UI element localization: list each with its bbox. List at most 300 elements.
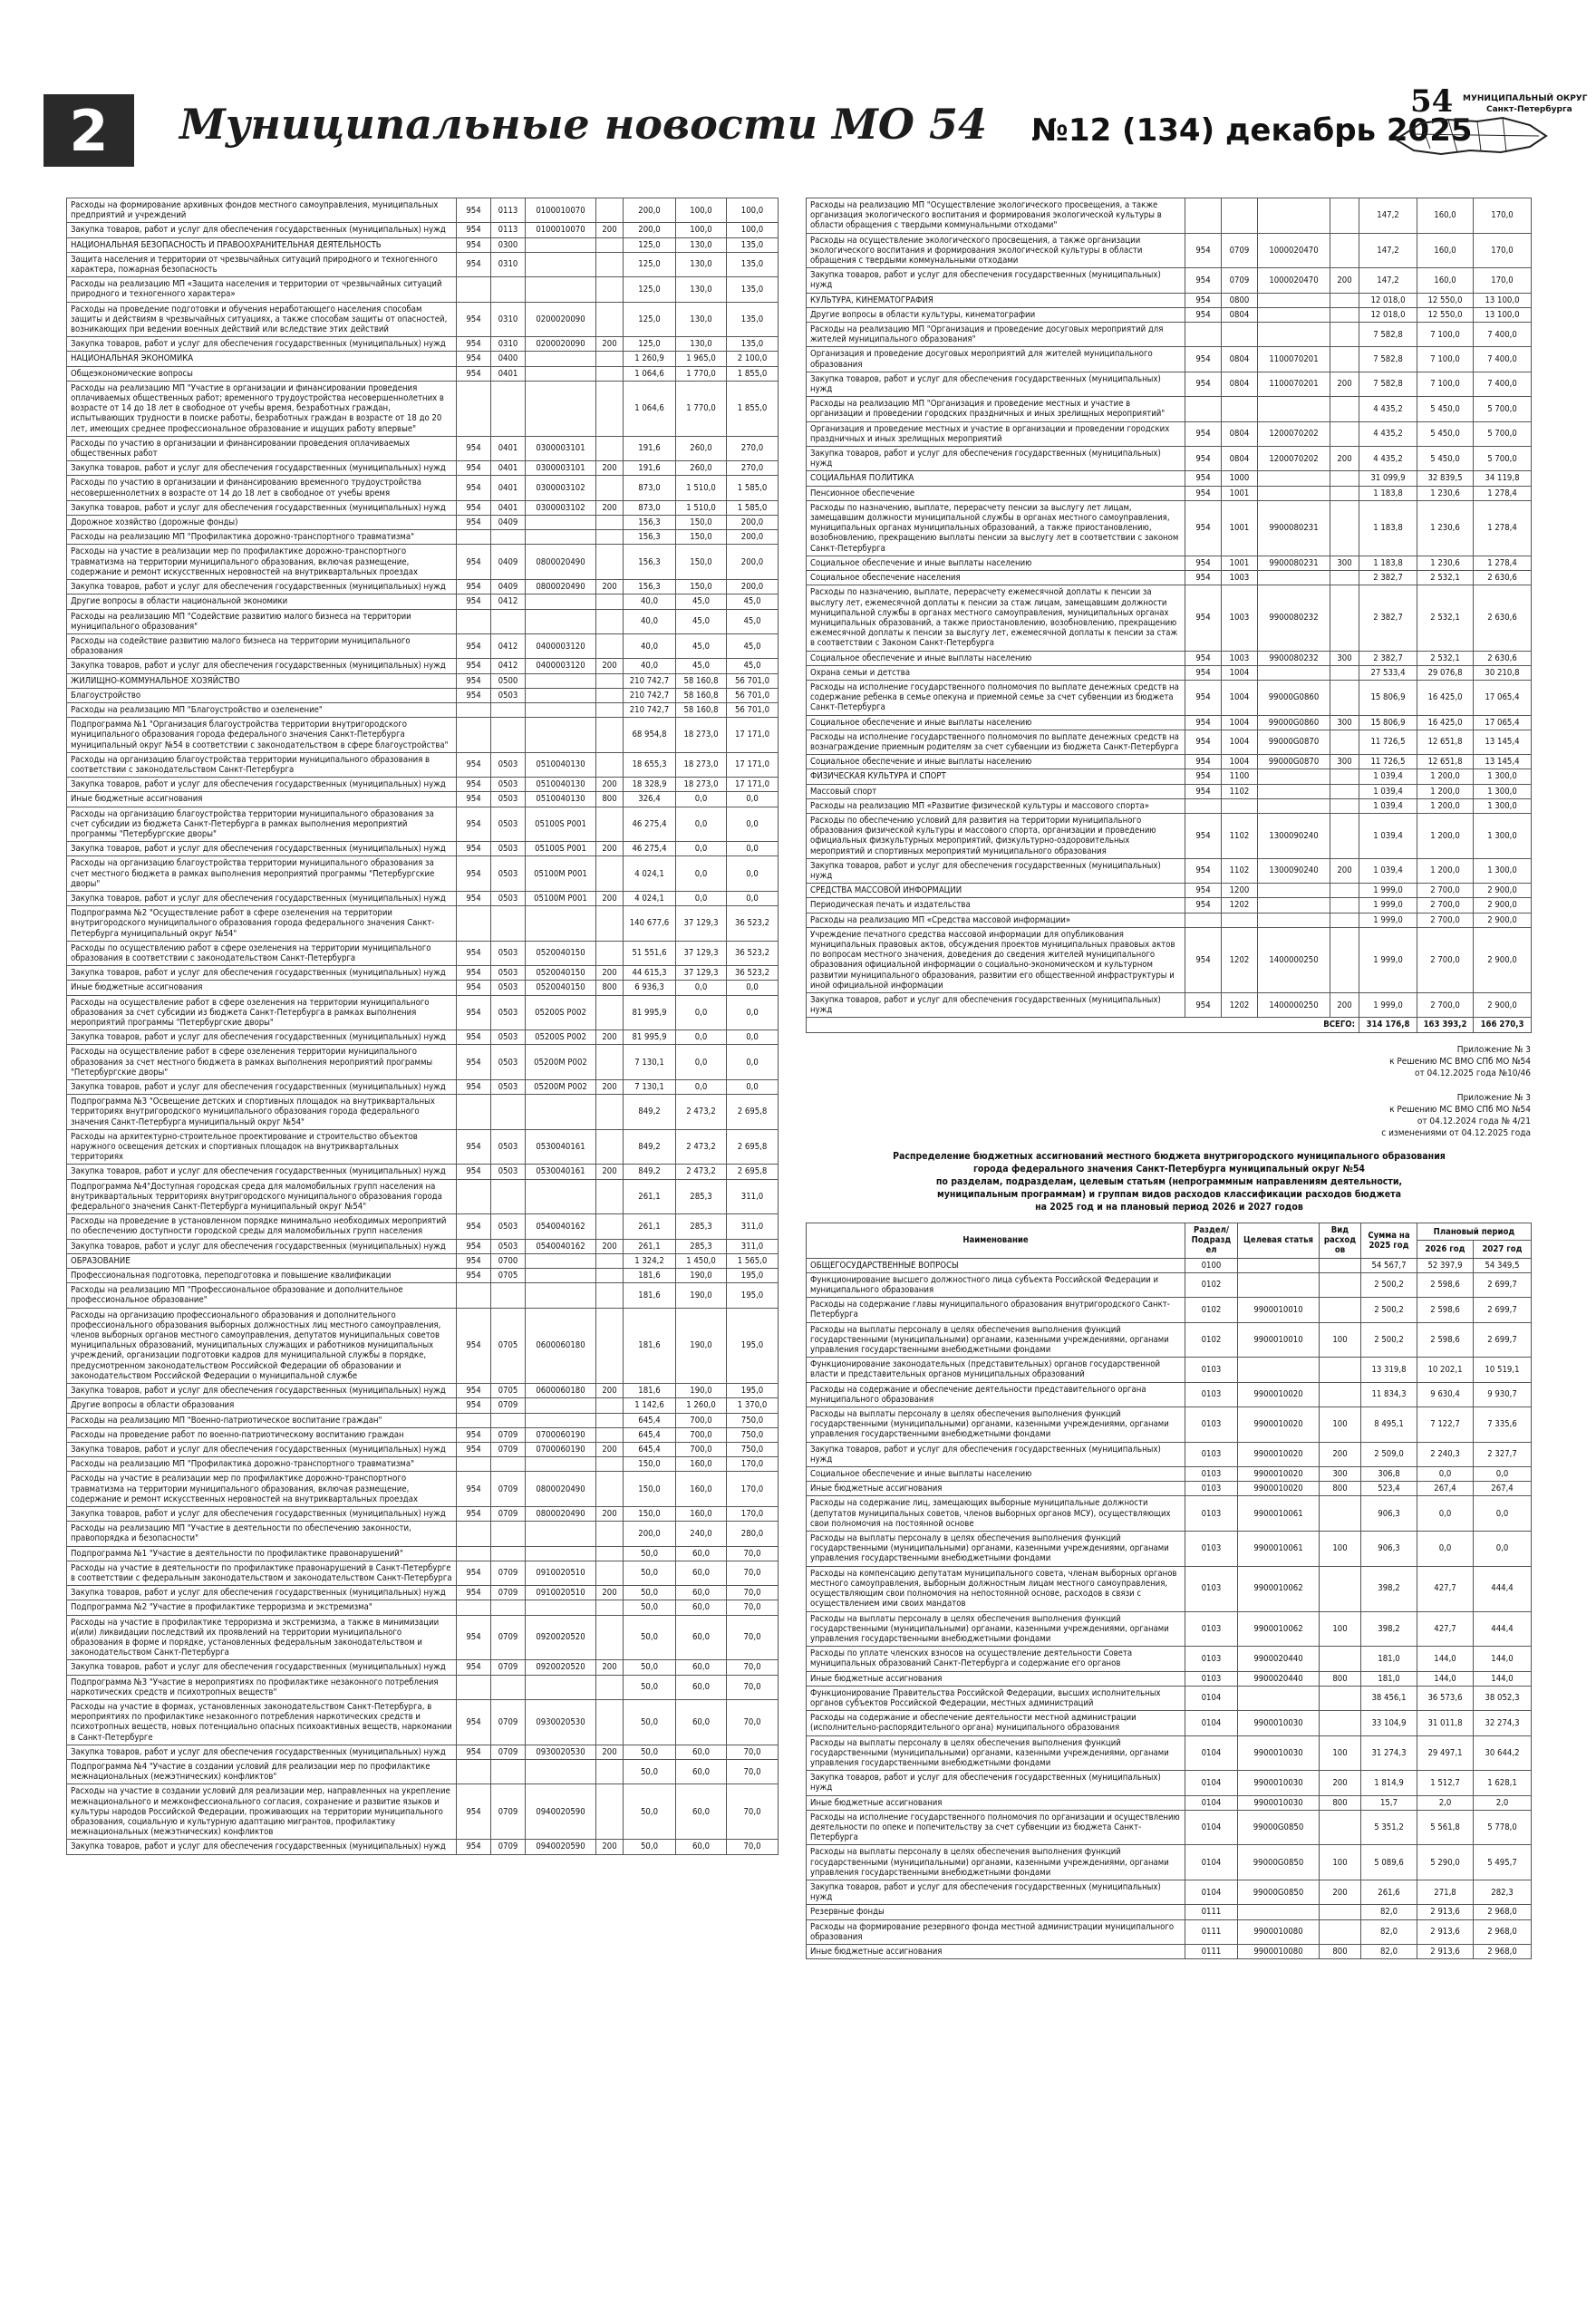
row-label: Расходы на компенсацию депутатам муниципального совета, членам выборных органов местного самоуправления, выборным должностным лицам местного самоуправления, осуществляющим свои полномочия на непостоянной основе, расходов в связи с осуществлением ими своих мандатов [807, 1566, 1185, 1611]
row-value: 750,0 [727, 1413, 779, 1427]
row-value: 0709 [491, 1442, 526, 1456]
row-value: 1 039,4 [1359, 798, 1417, 813]
row-label: Другие вопросы в области национальной экономики [67, 594, 457, 609]
row-value: 1 230,6 [1417, 500, 1474, 556]
table-row [67, 1561, 779, 1585]
row-value [596, 1546, 624, 1561]
table-row [67, 842, 779, 856]
table-row [807, 769, 1532, 784]
row-value: 0709 [491, 1699, 526, 1745]
row-value: 100,0 [727, 198, 779, 223]
row-value: 300 [1330, 651, 1359, 665]
row-value: 4 435,2 [1359, 397, 1417, 421]
row-value: 125,0 [624, 302, 676, 337]
row-value: 70,0 [727, 1745, 779, 1759]
row-label: Закупка товаров, работ и услуг для обеспечения государственных (муниципальных) нужд [67, 1384, 457, 1398]
row-value [596, 906, 624, 942]
row-value: 0800020490 [526, 545, 596, 580]
row-label: Расходы на архитектурно-строительное проектирование и строительство объектов наружного освещения детских и спортивных площадок на внутриквартальных территориях [67, 1129, 457, 1165]
table-row [67, 906, 779, 942]
row-value: 0103 [1185, 1566, 1238, 1611]
row-value: 13 100,0 [1474, 293, 1532, 307]
row-value: 4 435,2 [1359, 421, 1417, 446]
table-row [67, 856, 779, 892]
row-value: 7 100,0 [1417, 323, 1474, 347]
row-value: 1004 [1222, 730, 1258, 754]
row-value: 150,0 [676, 580, 727, 594]
row-label: Расходы на реализацию МП "Профессиональное образование и дополнительное профессиональное образование" [67, 1283, 457, 1308]
row-value: 7 122,7 [1417, 1407, 1474, 1443]
row-value: 0540040162 [526, 1239, 596, 1253]
row-value: 800 [596, 981, 624, 995]
row-value: 0401 [491, 476, 526, 500]
row-value: 130,0 [676, 302, 727, 337]
row-value: 1 300,0 [1474, 798, 1532, 813]
row-label: Подпрограмма №2 "Участие в профилактике терроризма и экстремизма" [67, 1600, 457, 1615]
table-row [67, 702, 779, 717]
row-label: Закупка товаров, работ и услуг для обеспечения государственных (муниципальных) нужд [807, 1442, 1185, 1466]
row-value: 4 435,2 [1359, 447, 1417, 471]
row-value: 29 497,1 [1417, 1735, 1474, 1771]
row-value: 0920020520 [526, 1615, 596, 1660]
row-value: 0104 [1185, 1845, 1238, 1880]
row-value: 7 130,1 [624, 1045, 676, 1080]
row-value [491, 1546, 526, 1561]
table-row [67, 352, 779, 366]
row-value: 9900020440 [1238, 1671, 1320, 1686]
row-value: 1 200,0 [1417, 858, 1474, 883]
row-value: 200,0 [624, 223, 676, 237]
row-value: 9900010020 [1238, 1442, 1320, 1466]
row-value: 15 806,9 [1359, 715, 1417, 730]
row-value: 45,0 [727, 609, 779, 633]
row-value [596, 545, 624, 580]
row-value [1185, 913, 1222, 927]
row-value: 1001 [1222, 500, 1258, 556]
row-value: 0709 [491, 1561, 526, 1585]
row-label: Иные бюджетные ассигнования [807, 1671, 1185, 1686]
table-row [67, 223, 779, 237]
table-row [807, 1382, 1532, 1406]
row-value: 2 382,7 [1359, 651, 1417, 665]
distribution-title [870, 1150, 1468, 1213]
table-row [807, 798, 1532, 813]
row-value: 0102 [1185, 1272, 1238, 1297]
row-value: 2 700,0 [1417, 993, 1474, 1018]
row-value: 1004 [1222, 665, 1258, 680]
row-value: 700,0 [676, 1442, 727, 1456]
row-value: 45,0 [676, 594, 727, 609]
row-label: Социальное обеспечение и иные выплаты населению [807, 715, 1185, 730]
row-value [1320, 1298, 1361, 1322]
table-row [807, 293, 1532, 307]
row-value: 954 [1185, 486, 1222, 500]
row-value: 156,3 [624, 545, 676, 580]
row-value: 954 [457, 1214, 491, 1239]
table-row [67, 1427, 779, 1442]
row-value [1330, 680, 1359, 715]
row-label: Расходы на проведение в установленном порядке минимально необходимых мероприятий по обеспечению доступности городской среды для маломобильных групп населения [67, 1214, 457, 1239]
row-value: 1202 [1222, 993, 1258, 1018]
row-value: 40,0 [624, 609, 676, 633]
table-row [67, 752, 779, 777]
row-value: 200 [596, 1840, 624, 1854]
row-value: 0709 [491, 1615, 526, 1660]
row-value: 0800020490 [526, 580, 596, 594]
row-value: 9900010020 [1238, 1407, 1320, 1443]
row-value: 311,0 [727, 1239, 779, 1253]
row-value: 46 275,4 [624, 807, 676, 842]
row-value: 0,0 [676, 981, 727, 995]
row-value: 2 382,7 [1359, 571, 1417, 585]
row-value [457, 1179, 491, 1214]
row-value: 9900080232 [1258, 585, 1330, 651]
row-value: 0102 [1185, 1322, 1238, 1358]
table-row [67, 516, 779, 530]
row-value: 70,0 [727, 1699, 779, 1745]
row-value: 5 700,0 [1474, 397, 1532, 421]
row-value: 0705 [491, 1384, 526, 1398]
row-value: 954 [1185, 755, 1222, 769]
appendix-line: к Решению МС ВМО СПб МО №54 [1389, 1057, 1531, 1067]
row-label: Расходы на реализацию МП "Участие в деятельности по обеспечению законности, правопорядка и безопасности" [67, 1522, 457, 1546]
page-number: 2 [44, 94, 134, 167]
row-value: 954 [1185, 347, 1222, 372]
row-value: 954 [457, 1699, 491, 1745]
row-value: 954 [457, 778, 491, 792]
row-value [596, 688, 624, 702]
table-row [807, 397, 1532, 421]
row-value: 2 630,6 [1474, 585, 1532, 651]
row-value: 135,0 [727, 302, 779, 337]
row-value: 200 [1330, 858, 1359, 883]
row-value: 0409 [491, 516, 526, 530]
table-row [807, 1905, 1532, 1919]
row-value: 6 936,3 [624, 981, 676, 995]
row-value: 0804 [1222, 307, 1258, 322]
row-value [526, 1398, 596, 1413]
row-value: 954 [457, 1045, 491, 1080]
appendix-line: Приложение № 3 [1456, 1093, 1531, 1103]
row-value: 2 900,0 [1474, 927, 1532, 992]
row-value: 954 [457, 436, 491, 460]
row-value [596, 252, 624, 276]
row-value: 0920020520 [526, 1660, 596, 1675]
row-value: 0520040150 [526, 966, 596, 981]
row-label: Подпрограмма №1 "Организация благоустройства территории внутригородского муниципального образования города федерального значения Санкт-Петербурга муниципальный округ №54 в соответствии с законодательством в сфере благоустройства" [67, 718, 457, 753]
row-value: 200 [596, 1080, 624, 1095]
row-value: 954 [1185, 715, 1222, 730]
row-value: 954 [457, 856, 491, 892]
row-value: 954 [457, 516, 491, 530]
row-value: 50,0 [624, 1675, 676, 1699]
row-value: 444,4 [1474, 1611, 1532, 1647]
row-value: 0940020590 [526, 1840, 596, 1854]
row-value: 954 [457, 1586, 491, 1600]
row-value [596, 1129, 624, 1165]
row-value: 200 [596, 966, 624, 981]
row-value: 1 324,2 [624, 1253, 676, 1268]
row-value: 2,0 [1474, 1795, 1532, 1810]
table-row [67, 337, 779, 352]
row-value [1238, 1358, 1320, 1382]
table-row [807, 1272, 1532, 1297]
header-2027: 2027 год [1474, 1241, 1532, 1258]
row-label: Расходы на организацию профессионального образования и дополнительного профессионального образования выборных должностных лиц местного самоуправления, членов выборных органов местного самоуправления, депутатов муниципальных советов муниципальных образований, муниципальных служащих и работников муниципальных учреждений, организации подготовки кадров для муниципальной службы в порядке, предусмотренном законодательством Российской Федерации об образовании и законодательством Российской Федерации о муниципальной службе [67, 1308, 457, 1383]
row-value: 51 551,6 [624, 941, 676, 965]
row-value [1330, 927, 1359, 992]
row-value: 0103 [1185, 1382, 1238, 1406]
row-value: 125,0 [624, 337, 676, 352]
row-value: 0113 [491, 223, 526, 237]
row-label: Социальное обеспечение населения [807, 571, 1185, 585]
row-label: Расходы на участие в профилактике терроризма и экстремизма, а также в минимизации и(или) ликвидации последствий их проявлений на территории муниципального образования в форме и порядке, установленных федеральным законодательством и законодательством Санкт-Петербурга [67, 1615, 457, 1660]
row-value: 160,0 [1417, 198, 1474, 234]
row-value: 144,0 [1474, 1671, 1532, 1686]
row-value [491, 609, 526, 633]
row-value: 0200020090 [526, 337, 596, 352]
row-value: 1100 [1222, 769, 1258, 784]
row-value: 125,0 [624, 237, 676, 252]
row-value [1320, 1566, 1361, 1611]
row-value: 37 129,3 [676, 966, 727, 981]
table-row [67, 891, 779, 905]
row-label: СРЕДСТВА МАССОВОЙ ИНФОРМАЦИИ [807, 884, 1185, 898]
table-row [807, 927, 1532, 992]
row-label: Защита населения и территории от чрезвычайных ситуаций природного и техногенного характера, пожарная безопасность [67, 252, 457, 276]
row-value: 0401 [491, 366, 526, 381]
row-value: 0503 [491, 891, 526, 905]
row-value: 58 160,8 [676, 702, 727, 717]
row-value [1258, 198, 1330, 234]
row-value: 40,0 [624, 659, 676, 673]
row-label: Расходы на проведение подготовки и обучения неработающего населения способам защиты и действиям в чрезвычайных ситуациях, а также способам защиты от опасностей, возникающих при ведении военных действий или вследствие этих действий [67, 302, 457, 337]
row-value: 200 [596, 1745, 624, 1759]
row-value [1238, 1686, 1320, 1710]
row-value [596, 352, 624, 366]
row-value: 5 700,0 [1474, 447, 1532, 471]
row-label: Закупка товаров, работ и услуг для обеспечения государственных (муниципальных) нужд [67, 1239, 457, 1253]
row-label: Закупка товаров, работ и услуг для обеспечения государственных (муниципальных) нужд [67, 1165, 457, 1179]
row-value: 1 039,4 [1359, 858, 1417, 883]
row-value: 954 [1185, 471, 1222, 486]
row-value: 150,0 [624, 1472, 676, 1507]
row-value: 190,0 [676, 1269, 727, 1283]
row-value [526, 252, 596, 276]
row-value: 0100010070 [526, 223, 596, 237]
row-value: 2 695,8 [727, 1129, 779, 1165]
row-value: 0520040150 [526, 941, 596, 965]
table-row [67, 1308, 779, 1383]
row-value: 954 [457, 1745, 491, 1759]
row-value: 2 968,0 [1474, 1905, 1532, 1919]
row-value [491, 906, 526, 942]
row-value: 700,0 [676, 1427, 727, 1442]
row-value: 05200M P002 [526, 1045, 596, 1080]
row-value: 12 018,0 [1359, 293, 1417, 307]
row-value: 954 [1185, 293, 1222, 307]
row-value: 2 913,6 [1417, 1905, 1474, 1919]
row-value: 1 200,0 [1417, 798, 1474, 813]
row-value: 190,0 [676, 1308, 727, 1383]
row-value: 50,0 [624, 1546, 676, 1561]
table-row [807, 198, 1532, 234]
row-value: 954 [1185, 884, 1222, 898]
table-row [807, 1711, 1532, 1735]
row-value [1185, 798, 1222, 813]
row-value: 13 145,4 [1474, 730, 1532, 754]
row-value: 60,0 [676, 1660, 727, 1675]
row-value [1330, 471, 1359, 486]
row-value: 140 677,6 [624, 906, 676, 942]
row-value: 5 351,2 [1361, 1810, 1417, 1845]
row-value: 1 999,0 [1359, 898, 1417, 913]
row-value: 0,0 [676, 807, 727, 842]
row-value: 46 275,4 [624, 842, 676, 856]
row-value: 240,0 [676, 1522, 727, 1546]
row-value: 125,0 [624, 252, 676, 276]
row-value: 9900010030 [1238, 1795, 1320, 1810]
row-value: 645,4 [624, 1413, 676, 1427]
row-label: Резервные фонды [807, 1905, 1185, 1919]
row-value: 954 [457, 545, 491, 580]
row-value [526, 718, 596, 753]
row-value: 285,3 [676, 1179, 727, 1214]
title-line: муниципальным программам) и группам видов расходов классификации расходов бюджета [937, 1189, 1401, 1200]
row-label: Расходы на участие в деятельности по профилактике правонарушений в Санкт-Петербурге в соответствии с федеральным законодательством и законодательством Санкт-Петербурга [67, 1561, 457, 1585]
row-value: 0310 [491, 252, 526, 276]
row-value: 1 278,4 [1474, 500, 1532, 556]
table-row [807, 307, 1532, 322]
row-value: 18 273,0 [676, 752, 727, 777]
row-value: 70,0 [727, 1675, 779, 1699]
row-value: 13 145,4 [1474, 755, 1532, 769]
header-sum2025: Сумма на 2025 год [1361, 1223, 1417, 1259]
row-value: 70,0 [727, 1586, 779, 1600]
row-value: 10 519,1 [1474, 1358, 1532, 1382]
row-label: Закупка товаров, работ и услуг для обеспечения государственных (муниципальных) нужд [67, 778, 457, 792]
row-value [1320, 1686, 1361, 1710]
row-label: Закупка товаров, работ и услуг для обеспечения государственных (муниципальных) нужд [807, 858, 1185, 883]
row-value [596, 1214, 624, 1239]
row-value: 0700060190 [526, 1442, 596, 1456]
row-value: 130,0 [676, 237, 727, 252]
row-value: 200 [596, 1030, 624, 1045]
row-value: 50,0 [624, 1660, 676, 1675]
row-value: 0103 [1185, 1647, 1238, 1671]
row-value: 31 274,3 [1361, 1735, 1417, 1771]
row-label: Социальное обеспечение и иные выплаты населению [807, 651, 1185, 665]
row-value: 2 700,0 [1417, 927, 1474, 992]
row-label: Расходы на исполнение государственного полномочия по выплате денежных средств на содержание ребенка в семье опекуна и приемной семье за счет субвенции из бюджета Санкт-Петербурга [807, 680, 1185, 715]
row-value: 1000020470 [1258, 268, 1330, 293]
row-value [526, 381, 596, 436]
row-value [1330, 323, 1359, 347]
row-value: 0104 [1185, 1795, 1238, 1810]
row-label: Расходы на выплаты персоналу в целях обеспечения выполнения функций государственными (муниципальными) органами, казенными учреждениями, органами управления государственными внебюджетными фондами [807, 1532, 1185, 1567]
row-value: 0103 [1185, 1496, 1238, 1532]
row-value: 1 770,0 [676, 366, 727, 381]
row-label: Расходы на реализацию МП "Военно-патриотическое воспитание граждан" [67, 1413, 457, 1427]
row-value [596, 995, 624, 1030]
table-row [67, 436, 779, 460]
row-value: 0510040130 [526, 752, 596, 777]
table-row [807, 556, 1532, 570]
row-value: 1202 [1222, 927, 1258, 992]
row-value: 7 582,8 [1359, 323, 1417, 347]
title-line: города федерального значения Санкт-Петербурга муниципальный округ №54 [972, 1164, 1366, 1174]
table-row [67, 673, 779, 688]
row-value: 195,0 [727, 1283, 779, 1308]
row-value: 181,6 [624, 1269, 676, 1283]
appendix-line: к Решению МС ВМО СПб МО №54 [1389, 1105, 1531, 1115]
header-target: Целевая статья [1238, 1223, 1320, 1259]
table-row [67, 718, 779, 753]
row-label: СОЦИАЛЬНАЯ ПОЛИТИКА [807, 471, 1185, 486]
row-value: 0103 [1185, 1407, 1238, 1443]
row-value: 56 701,0 [727, 673, 779, 688]
row-value: 0503 [491, 1045, 526, 1080]
row-value: 954 [1185, 993, 1222, 1018]
row-value: 160,0 [676, 1506, 727, 1521]
row-value [596, 702, 624, 717]
row-value [526, 673, 596, 688]
appendix-note [806, 1044, 1531, 1139]
row-value [526, 1675, 596, 1699]
row-value: 1 814,9 [1361, 1771, 1417, 1795]
row-value [1222, 323, 1258, 347]
row-value: 2 598,6 [1417, 1298, 1474, 1322]
row-value: 1200 [1222, 884, 1258, 898]
budget-table-left [66, 198, 778, 1855]
row-value: 0,0 [676, 1045, 727, 1080]
row-value: 150,0 [624, 1457, 676, 1472]
row-value: 954 [1185, 680, 1222, 715]
row-value [596, 1561, 624, 1585]
row-value: 0400003120 [526, 633, 596, 658]
row-value: 16 425,0 [1417, 680, 1474, 715]
row-value: 7 130,1 [624, 1080, 676, 1095]
row-value: 280,0 [727, 1522, 779, 1546]
header-plan: Плановый период [1417, 1223, 1532, 1241]
row-value: 54 567,7 [1361, 1258, 1417, 1272]
row-value: 954 [1185, 769, 1222, 784]
row-value: 0,0 [727, 995, 779, 1030]
row-label: Расходы на реализацию МП "Организация и проведение досуговых мероприятий для жителей муниципального образования" [807, 323, 1185, 347]
table-row [67, 633, 779, 658]
row-value: 954 [457, 1427, 491, 1442]
row-value: 300 [1320, 1467, 1361, 1482]
row-value: 954 [1185, 665, 1222, 680]
header-type: Вид расходов [1320, 1223, 1361, 1259]
row-label: ЖИЛИЩНО-КОММУНАЛЬНОЕ ХОЗЯЙСТВО [67, 673, 457, 688]
table-row [67, 792, 779, 807]
row-value: 05200S P002 [526, 1030, 596, 1045]
row-value: 0300003102 [526, 476, 596, 500]
row-value: 1 628,1 [1474, 1771, 1532, 1795]
row-value [1330, 798, 1359, 813]
row-value [596, 516, 624, 530]
row-value [526, 366, 596, 381]
row-value [1320, 1358, 1361, 1382]
row-value: 1000 [1222, 471, 1258, 486]
row-value: 160,0 [676, 1472, 727, 1507]
row-value: 2 695,8 [727, 1165, 779, 1179]
row-value: 1 565,0 [727, 1253, 779, 1268]
logo [1394, 83, 1588, 158]
row-value: 7 400,0 [1474, 347, 1532, 372]
row-value: 2 532,1 [1417, 585, 1474, 651]
